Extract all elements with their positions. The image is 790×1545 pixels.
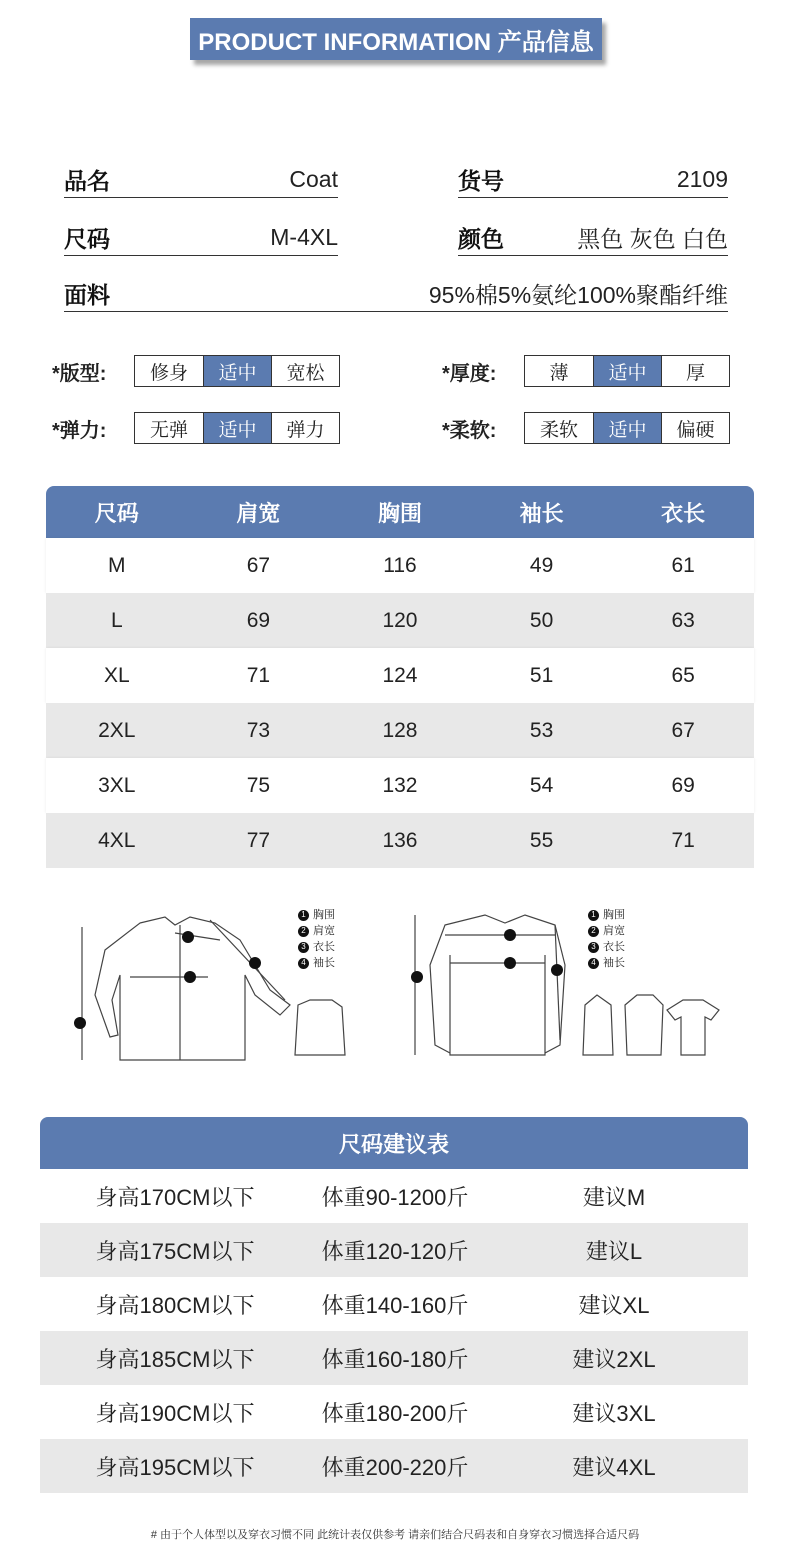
legend-label: 袖长 xyxy=(603,957,625,969)
size-cell: 50 xyxy=(529,608,554,632)
attr-fit xyxy=(52,355,340,387)
size-cell: L xyxy=(110,608,123,632)
size-table-header-cell: 胸围 xyxy=(377,500,422,526)
advice-row xyxy=(40,1331,748,1385)
legend-number-icon: 1 xyxy=(298,910,309,921)
attr-thickness-option-selected: 适中 xyxy=(593,356,661,386)
marker-chest-icon xyxy=(504,957,516,969)
advice-row xyxy=(40,1169,748,1223)
size-cell: 120 xyxy=(382,608,418,632)
attr-thickness-options xyxy=(524,355,730,387)
size-cell: 67 xyxy=(671,718,695,742)
size-table-header-cell: 袖长 xyxy=(519,500,564,526)
size-table-header-cell: 衣长 xyxy=(661,500,706,526)
size-cell: 53 xyxy=(529,718,554,742)
sleeve-measure-line xyxy=(210,920,285,1000)
advice-size: 建议3XL xyxy=(572,1400,656,1426)
legend-number-icon: 1 xyxy=(588,910,599,921)
legend-item xyxy=(298,939,335,955)
attr-softness-option-selected: 适中 xyxy=(593,413,661,443)
footnote: # 由于个人体型以及穿衣习惯不同 此统计表仅供参考 请亲们结合尺码表和自身穿衣习惯选择合适尺码 xyxy=(150,1529,640,1541)
info-row-fabric xyxy=(64,276,728,312)
marker-shoulder-icon xyxy=(504,929,516,941)
shoulder-measure-line xyxy=(175,933,220,940)
shirt-legend xyxy=(298,907,335,971)
advice-height: 身高175CM以下 xyxy=(95,1238,255,1264)
legend-item xyxy=(298,955,335,971)
attr-elasticity xyxy=(52,412,340,444)
marker-chest-icon xyxy=(184,971,196,983)
attr-thickness-option: 薄 xyxy=(549,362,569,384)
cardigan-thumbnail xyxy=(625,995,663,1055)
attr-thickness xyxy=(442,355,730,387)
size-cell: 71 xyxy=(671,828,695,852)
attr-fit-label: *版型: xyxy=(52,362,107,385)
attr-fit-option-selected: 适中 xyxy=(203,356,271,386)
info-row-name xyxy=(64,162,338,198)
advice-size: 建议XL xyxy=(578,1292,650,1318)
size-cell: 4XL xyxy=(98,828,136,852)
sweater-measurement-diagram xyxy=(405,895,725,1070)
size-cell: M xyxy=(108,553,126,577)
legend-number-icon: 2 xyxy=(298,926,309,937)
info-row-size xyxy=(64,220,338,256)
size-cell: 69 xyxy=(246,608,271,632)
size-value: M-4XL xyxy=(270,224,338,250)
advice-weight: 体重160-180斤 xyxy=(321,1346,469,1372)
marker-sleeve-icon xyxy=(249,957,261,969)
size-advice-table xyxy=(40,1117,748,1493)
size-cell: 51 xyxy=(529,663,554,687)
size-table-row xyxy=(46,593,754,648)
attr-softness-options xyxy=(524,412,730,444)
size-cell: 3XL xyxy=(98,773,136,797)
size-cell: 116 xyxy=(383,553,417,577)
attr-softness-option: 偏硬 xyxy=(661,413,729,443)
size-table-header-cell: 尺码 xyxy=(94,500,139,526)
size-table-row xyxy=(46,703,754,758)
legend-item xyxy=(588,955,625,971)
marker-length-icon xyxy=(411,971,423,983)
legend-label: 胸围 xyxy=(313,909,335,921)
fabric-label: 面料 xyxy=(64,282,110,308)
size-cell: 69 xyxy=(671,773,695,797)
size-cell: 65 xyxy=(671,663,695,687)
size-cell: 63 xyxy=(671,608,695,632)
size-cell: 132 xyxy=(382,773,418,797)
advice-weight: 体重200-220斤 xyxy=(321,1454,469,1480)
color-label: 颜色 xyxy=(458,226,504,252)
attr-elasticity-options xyxy=(134,412,340,444)
tshirt-thumbnail xyxy=(667,1000,719,1055)
fabric-value: 95%棉5%氨纶100%聚酯纤维 xyxy=(428,282,728,308)
advice-size: 建议2XL xyxy=(572,1346,656,1372)
size-table-header-cell: 肩宽 xyxy=(236,500,281,526)
legend-item xyxy=(588,939,625,955)
size-cell: 128 xyxy=(382,718,418,742)
legend-label: 胸围 xyxy=(603,909,625,921)
advice-height: 身高185CM以下 xyxy=(95,1346,255,1372)
legend-number-icon: 4 xyxy=(588,958,599,969)
advice-size: 建议4XL xyxy=(572,1454,656,1480)
advice-row xyxy=(40,1223,748,1277)
advice-height: 身高190CM以下 xyxy=(95,1400,255,1426)
sweater-outline xyxy=(430,915,565,1055)
attr-elasticity-option: 无弹 xyxy=(149,419,188,441)
size-cell: 61 xyxy=(671,553,695,577)
advice-height: 身高195CM以下 xyxy=(95,1454,255,1480)
size-cell: 77 xyxy=(246,828,271,852)
legend-item xyxy=(298,923,335,939)
advice-height: 身高170CM以下 xyxy=(95,1184,255,1210)
attr-thickness-option: 厚 xyxy=(661,356,729,386)
legend-label: 袖长 xyxy=(313,957,335,969)
attr-thickness-label: *厚度: xyxy=(442,362,497,385)
size-table xyxy=(46,486,754,868)
advice-row xyxy=(40,1277,748,1331)
attr-elasticity-label: *弹力: xyxy=(52,419,107,442)
size-cell: 75 xyxy=(246,773,271,797)
attr-fit-option: 宽松 xyxy=(271,356,339,386)
attr-softness-option: 柔软 xyxy=(539,419,578,441)
color-value: 黑色 灰色 白色 xyxy=(577,226,728,252)
attr-fit-option: 修身 xyxy=(149,362,188,384)
advice-height: 身高180CM以下 xyxy=(95,1292,255,1318)
advice-weight: 体重120-120斤 xyxy=(321,1238,469,1264)
size-label: 尺码 xyxy=(64,226,110,252)
code-value: 2109 xyxy=(676,166,728,192)
page-title-banner: PRODUCT INFORMATION 产品信息 xyxy=(190,18,602,60)
info-row-code xyxy=(458,162,728,198)
size-cell: 73 xyxy=(246,718,271,742)
marker-shoulder-icon xyxy=(182,931,194,943)
size-table-header xyxy=(46,486,754,538)
legend-item xyxy=(298,907,335,923)
attr-softness xyxy=(442,412,730,444)
attr-fit-options xyxy=(134,355,340,387)
advice-weight: 体重140-160斤 xyxy=(321,1292,469,1318)
size-cell: 55 xyxy=(529,828,554,852)
advice-weight: 体重180-200斤 xyxy=(321,1400,469,1426)
code-label: 货号 xyxy=(458,168,504,194)
legend-number-icon: 3 xyxy=(588,942,599,953)
legend-item xyxy=(588,907,625,923)
legend-item xyxy=(588,923,625,939)
marker-sleeve-icon xyxy=(551,964,563,976)
name-value: Coat xyxy=(289,166,338,192)
legend-label: 衣长 xyxy=(313,941,335,953)
size-cell: 54 xyxy=(529,773,554,797)
legend-number-icon: 2 xyxy=(588,926,599,937)
size-cell: XL xyxy=(103,663,130,687)
size-cell: 136 xyxy=(382,828,418,852)
jacket-thumbnail xyxy=(295,1000,345,1055)
size-advice-title: 尺码建议表 xyxy=(40,1117,748,1169)
marker-length-icon xyxy=(74,1017,86,1029)
size-cell: 67 xyxy=(246,553,271,577)
hoodie-thumbnail xyxy=(583,995,613,1055)
info-row-color xyxy=(458,220,728,256)
advice-weight: 体重90-1200斤 xyxy=(321,1184,469,1210)
size-table-row xyxy=(46,538,754,593)
size-table-row xyxy=(46,813,754,868)
size-cell: 124 xyxy=(382,663,418,687)
legend-label: 肩宽 xyxy=(313,925,335,937)
sweater-legend xyxy=(588,907,625,971)
legend-label: 衣长 xyxy=(603,941,625,953)
attr-elasticity-option-selected: 适中 xyxy=(203,413,271,443)
size-cell: 49 xyxy=(529,553,554,577)
legend-number-icon: 4 xyxy=(298,958,309,969)
name-label: 品名 xyxy=(64,168,110,194)
advice-row xyxy=(40,1385,748,1439)
size-table-row xyxy=(46,758,754,813)
advice-size: 建议L xyxy=(585,1238,643,1264)
size-cell: 71 xyxy=(246,663,271,687)
legend-label: 肩宽 xyxy=(603,925,625,937)
size-table-row xyxy=(46,648,754,703)
attr-elasticity-option: 弹力 xyxy=(271,413,339,443)
attr-softness-label: *柔软: xyxy=(442,419,497,442)
size-cell: 2XL xyxy=(98,718,136,742)
advice-size: 建议M xyxy=(582,1184,646,1210)
advice-row xyxy=(40,1439,748,1493)
legend-number-icon: 3 xyxy=(298,942,309,953)
